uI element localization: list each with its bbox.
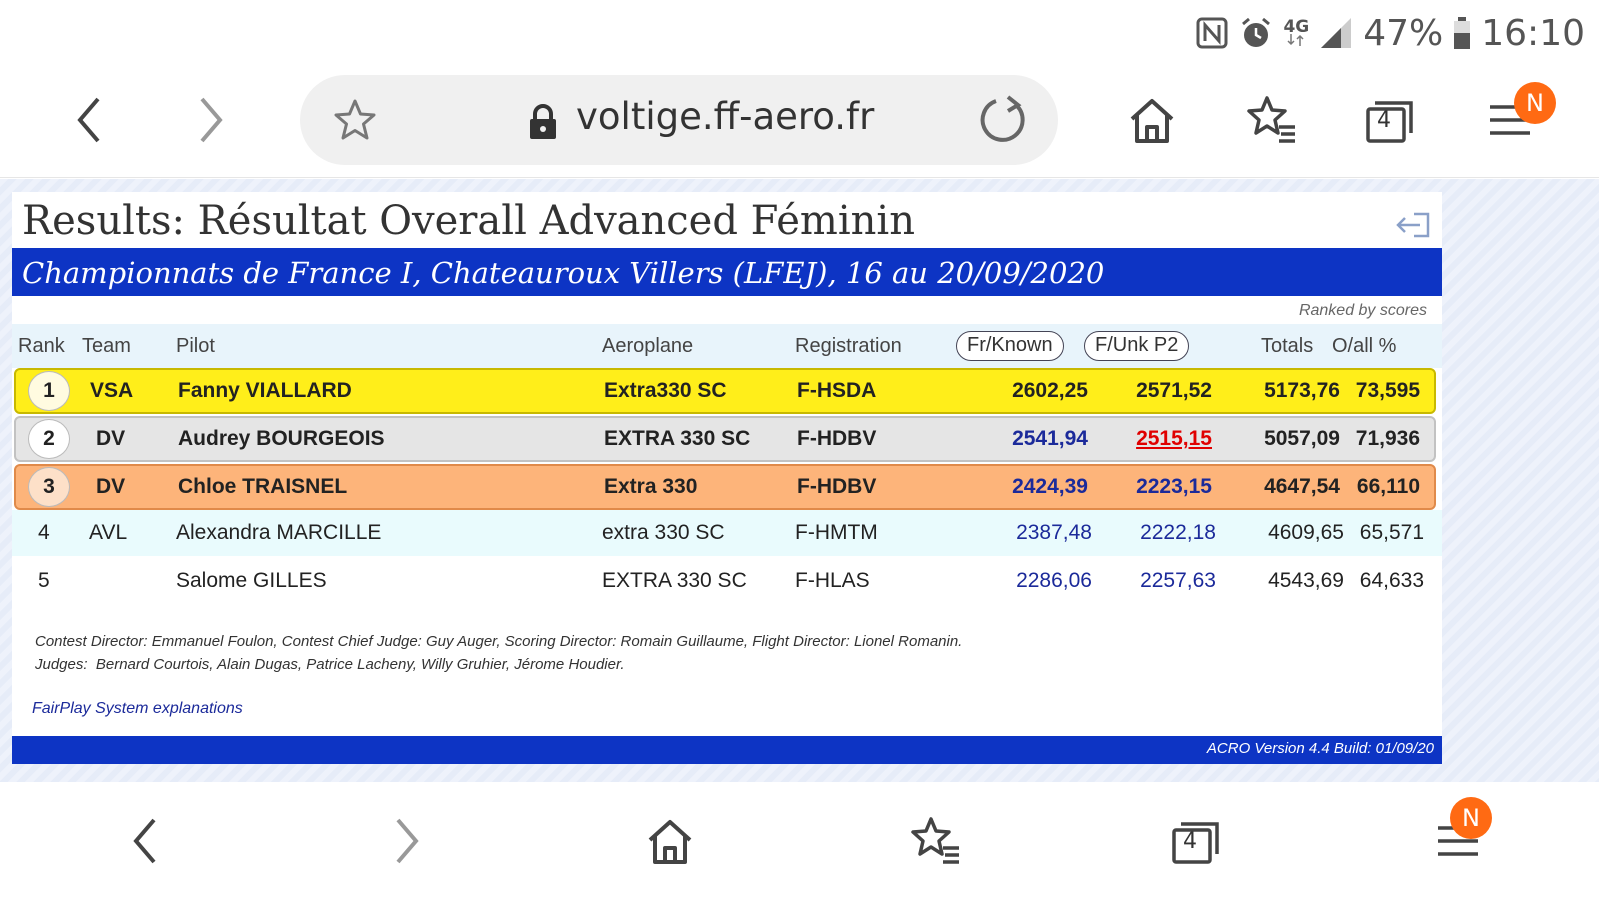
registration: F-HDBV (797, 475, 877, 498)
bottom-bookmarks-button[interactable] (906, 811, 966, 871)
page-title: Results: Résultat Overall Advanced Féminin (22, 198, 915, 244)
battery-percent: 47% (1363, 12, 1444, 54)
table-row[interactable] (14, 368, 1436, 414)
table-row[interactable] (14, 464, 1436, 510)
col-rank: Rank (18, 335, 65, 357)
url-text[interactable]: voltige.ff-aero.fr (576, 95, 875, 138)
back-button[interactable] (60, 90, 120, 150)
col-p1-button[interactable]: Fr/Known (956, 331, 1064, 361)
team: AVL (89, 521, 128, 544)
score-p2[interactable]: 2571,52 (1136, 379, 1212, 402)
score-p1[interactable]: 2602,25 (1012, 379, 1088, 402)
percent: 71,936 (1355, 427, 1420, 450)
add-bookmark-button[interactable] (332, 97, 378, 143)
col-team: Team (82, 335, 131, 357)
event-banner (12, 248, 1442, 296)
status-icons (1195, 8, 1585, 58)
bottom-back-button[interactable] (116, 811, 176, 871)
menu-badge: N (1514, 82, 1556, 124)
bookmarks-icon (1245, 95, 1299, 145)
bottom-navigation (0, 783, 1599, 899)
battery-icon (1453, 16, 1471, 50)
tab-count: 4 (1183, 829, 1197, 854)
table-header (12, 324, 1442, 368)
rank: 5 (38, 569, 50, 592)
home-icon (1127, 95, 1177, 145)
pilot: Fanny VIALLARD (178, 379, 352, 402)
score-p2[interactable]: 2515,15 (1136, 427, 1212, 450)
back-icon (70, 95, 110, 145)
score-p1[interactable]: 2387,48 (1016, 521, 1092, 544)
total: 5057,09 (1264, 427, 1340, 450)
total: 4647,54 (1264, 475, 1340, 498)
footer-bar (12, 736, 1442, 764)
forward-icon (190, 95, 230, 145)
score-p2[interactable]: 2222,18 (1140, 521, 1216, 544)
registration: F-HLAS (795, 569, 870, 592)
score-p2[interactable]: 2223,15 (1136, 475, 1212, 498)
percent: 73,595 (1355, 379, 1420, 402)
tabs-button[interactable] (1360, 90, 1420, 150)
back-icon (126, 816, 166, 866)
table-row[interactable] (12, 510, 1442, 556)
pilot: Alexandra MARCILLE (176, 521, 382, 544)
score-p1[interactable]: 2286,06 (1016, 569, 1092, 592)
star-icon (333, 98, 377, 142)
menu-button[interactable] (1480, 89, 1544, 150)
table-row[interactable] (14, 416, 1436, 462)
reload-icon[interactable] (976, 93, 1030, 147)
bottom-home-button[interactable] (640, 811, 700, 871)
pilot: Salome GILLES (176, 569, 327, 592)
rank-badge: 1 (28, 371, 70, 411)
fairplay-link[interactable]: FairPlay System explanations (32, 700, 243, 717)
nfc-icon (1195, 16, 1229, 50)
ranked-note: Ranked by scores (1298, 302, 1427, 319)
forward-button[interactable] (180, 90, 240, 150)
credits (35, 630, 962, 676)
table-row[interactable] (12, 558, 1442, 604)
total: 5173,76 (1264, 379, 1340, 402)
home-button[interactable] (1122, 90, 1182, 150)
forward-icon (386, 816, 426, 866)
bookmarks-icon (909, 816, 963, 866)
aeroplane: EXTRA 330 SC (602, 569, 747, 592)
total: 4543,69 (1268, 569, 1344, 592)
aeroplane: extra 330 SC (602, 521, 725, 544)
clock: 16:10 (1481, 12, 1585, 54)
team: DV (96, 427, 126, 450)
version-text: ACRO Version 4.4 Build: 01/09/20 (1206, 740, 1434, 757)
bottom-tabs-button[interactable] (1166, 811, 1226, 871)
rank-badge: 3 (28, 467, 70, 507)
score-p1[interactable]: 2541,94 (1012, 427, 1088, 450)
col-registration: Registration (795, 335, 902, 357)
tab-count: 4 (1377, 108, 1391, 133)
registration: F-HSDA (797, 379, 877, 402)
score-p2[interactable]: 2257,63 (1140, 569, 1216, 592)
score-p1[interactable]: 2424,39 (1012, 475, 1088, 498)
event-title: Championnats de France I, Chateauroux Villers (LFEJ), 16 au 20/09/2020 (22, 256, 1105, 290)
results-panel (12, 192, 1442, 764)
bookmarks-button[interactable] (1242, 90, 1302, 150)
col-totals: Totals (1261, 335, 1314, 357)
col-p2-button[interactable]: F/Unk P2 (1084, 331, 1189, 361)
team: VSA (90, 379, 134, 402)
home-icon (645, 816, 695, 866)
col-aeroplane: Aeroplane (602, 335, 694, 357)
percent: 65,571 (1359, 521, 1424, 544)
exit-icon[interactable] (1392, 210, 1432, 240)
address-bar[interactable] (300, 75, 1058, 165)
col-pct: O/all % (1332, 335, 1397, 357)
aeroplane: Extra 330 (604, 475, 698, 498)
browser-toolbar (0, 64, 1599, 178)
rank-badge: 2 (28, 419, 70, 459)
col-pilot: Pilot (176, 335, 215, 357)
bottom-forward-button[interactable] (376, 811, 436, 871)
percent: 66,110 (1356, 475, 1420, 498)
aeroplane: EXTRA 330 SC (604, 427, 751, 450)
total: 4609,65 (1268, 521, 1344, 544)
pilot: Audrey BOURGEOIS (178, 427, 385, 450)
lock-icon (527, 104, 559, 140)
network-type: 4G (1283, 20, 1309, 46)
rank: 4 (38, 521, 50, 544)
aeroplane: Extra330 SC (604, 379, 727, 402)
status-bar (0, 0, 1599, 64)
pilot: Chloe TRAISNEL (178, 475, 348, 498)
alarm-icon (1239, 16, 1273, 50)
percent: 64,633 (1359, 569, 1424, 592)
registration: F-HDBV (797, 427, 877, 450)
credits-officials: Contest Director: Emmanuel Foulon, Contest Chief Judge: Guy Auger, Scoring Director: Romain Guillaume, Flight Director: Lionel Romanin. (35, 633, 963, 650)
team: DV (96, 475, 126, 498)
menu-badge: N (1450, 797, 1492, 839)
credits-judges: Judges: Bernard Courtois, Alain Dugas, Patrice Lacheny, Willy Gruhier, Jérome Houdier. (35, 656, 625, 673)
signal-icon (1319, 16, 1353, 50)
registration: F-HMTM (795, 521, 878, 544)
bottom-menu-button[interactable] (1428, 804, 1488, 871)
